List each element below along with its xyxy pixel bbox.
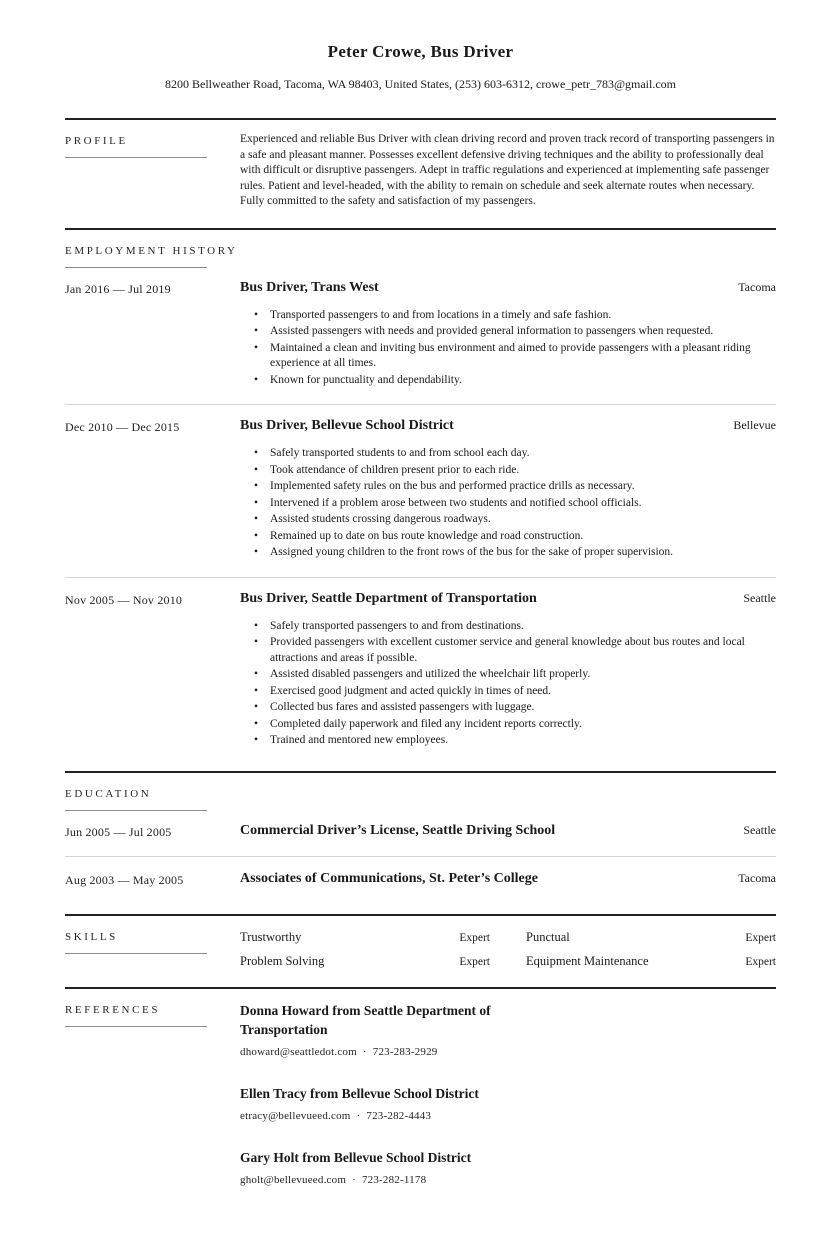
reference-contact xyxy=(240,1174,776,1186)
skill-name: Punctual xyxy=(526,929,570,944)
skill-level: Expert xyxy=(745,931,776,944)
entry-head xyxy=(240,280,776,296)
bullet-item: • Safely transported passengers to and from destinations. xyxy=(240,619,776,635)
profile-label: PROFILE xyxy=(65,135,128,147)
skill-level: Expert xyxy=(459,931,490,944)
bullet-item: • Intervened if a problem arose between two students and notified school officials. xyxy=(240,496,776,512)
employment-label: EMPLOYMENT HISTORY xyxy=(65,244,238,257)
entry-head xyxy=(240,871,776,887)
reference-phone: 723-282-1178 xyxy=(361,1173,427,1186)
bullet-item: • Exercised good judgment and acted quickly in times of need. xyxy=(240,684,776,700)
entry-title: Bus Driver, Bellevue School District xyxy=(240,418,454,433)
skills-grid xyxy=(240,928,776,969)
reference-contact xyxy=(240,1046,776,1058)
entry-head xyxy=(240,591,776,607)
section-skills xyxy=(65,914,776,987)
section-education xyxy=(65,771,776,914)
entry-dates: Jun 2005 — Jul 2005 xyxy=(65,824,172,839)
entry-location: Seattle xyxy=(743,822,776,837)
skill-name: Problem Solving xyxy=(240,953,325,968)
skill-name: Equipment Maintenance xyxy=(526,953,649,968)
skill-item xyxy=(240,930,490,945)
bullet-item: • Implemented safety rules on the bus and performed practice drills as necessary. xyxy=(240,479,776,495)
bullet-item: • Collected bus fares and assisted passengers with luggage. xyxy=(240,700,776,716)
reference-entry xyxy=(240,1001,776,1058)
reference-name: Gary Holt from Bellevue School District xyxy=(240,1149,472,1165)
entry-dates: Nov 2005 — Nov 2010 xyxy=(65,592,183,607)
bullet-item: • Assisted passengers with needs and provided general information to passengers when requested. xyxy=(240,324,776,340)
skills-gutter xyxy=(65,928,240,954)
skill-name: Trustworthy xyxy=(240,929,302,944)
bullet-list xyxy=(240,446,776,561)
bullet-item: • Assisted disabled passengers and utilized the wheelchair lift properly. xyxy=(240,667,776,683)
entry-location: Tacoma xyxy=(738,870,776,885)
skill-level: Expert xyxy=(745,955,776,968)
references-label: REFERENCES xyxy=(65,1003,161,1016)
skill-level: Expert xyxy=(459,955,490,968)
education-label-block xyxy=(65,785,776,811)
bullet-item: • Transported passengers to and from locations in a timely and safe fashion. xyxy=(240,308,776,324)
bullet-item: • Provided passengers with excellent customer service and general knowledge about bus routes and local attractions and areas if possible. xyxy=(240,635,776,666)
section-references xyxy=(65,987,776,1190)
reference-entry xyxy=(240,1148,776,1186)
reference-email: gholt@bellevueed.com xyxy=(240,1173,347,1186)
bullet-list xyxy=(240,308,776,389)
profile-gutter xyxy=(65,132,240,158)
bullet-item: • Trained and mentored new employees. xyxy=(240,733,776,749)
dot-separator: · xyxy=(362,1045,367,1058)
reference-contact xyxy=(240,1110,776,1122)
employment-entry xyxy=(65,280,776,405)
dot-separator: · xyxy=(352,1173,356,1186)
entry-location: Seattle xyxy=(743,590,776,605)
section-employment-history xyxy=(65,228,776,771)
profile-text: Experienced and reliable Bus Driver with clean driving record and proven track record of transporting passengers in a safe and pleasant manner. Possesses excellent defensive driving techniques and the ability to professionally deal with difficult or disruptive passengers. Adept in traffic regulations and experienced at implementing safe passenger rules. Patient and level-headed, with the ability to remain on schedule and seek alternate routes when necessary. Fully committed to the safety and satisfaction of my passengers. xyxy=(240,133,775,207)
education-entry xyxy=(65,823,776,856)
references-gutter xyxy=(65,1001,240,1027)
entry-dates: Dec 2010 — Dec 2015 xyxy=(65,420,180,434)
bullet-item: • Took attendance of children present prior to each ride. xyxy=(240,463,776,479)
reference-email: dhoward@seattledot.com xyxy=(240,1045,357,1058)
entry-dates: Aug 2003 — May 2005 xyxy=(65,872,184,887)
resume-name: Peter Crowe, Bus Driver xyxy=(327,42,514,61)
entry-location: Bellevue xyxy=(733,418,776,432)
entry-title: Commercial Driver’s License, Seattle Driving School xyxy=(240,822,556,838)
skill-item xyxy=(240,954,490,969)
bullet-list xyxy=(240,619,776,749)
bullet-item: • Assisted students crossing dangerous roadways. xyxy=(240,512,776,528)
skills-label: SKILLS xyxy=(65,930,118,943)
entry-dates: Jan 2016 — Jul 2019 xyxy=(65,281,171,296)
entry-head xyxy=(240,823,776,839)
dot-separator: · xyxy=(356,1109,361,1122)
section-label-rule xyxy=(65,810,207,811)
education-entry xyxy=(65,856,776,904)
reference-name: Ellen Tracy from Bellevue School District xyxy=(240,1085,479,1101)
reference-entry xyxy=(240,1084,776,1122)
bullet-item: • Remained up to date on bus route knowledge and road construction. xyxy=(240,529,776,545)
entry-title: Associates of Communications, St. Peter’s College xyxy=(240,870,538,886)
section-label-rule xyxy=(65,953,207,954)
bullet-item: • Safely transported students to and from school each day. xyxy=(240,446,776,462)
employment-entry xyxy=(65,404,776,577)
skill-item xyxy=(526,954,776,969)
entry-title: Bus Driver, Seattle Department of Transportation xyxy=(240,590,537,606)
resume-header xyxy=(65,42,776,92)
entry-title: Bus Driver, Trans West xyxy=(240,279,379,295)
reference-email: etracy@bellevueed.com xyxy=(240,1109,351,1122)
section-label-rule xyxy=(65,267,207,268)
entry-location: Tacoma xyxy=(738,279,776,294)
reference-phone: 723-283-2929 xyxy=(372,1045,438,1058)
employment-entry xyxy=(65,577,776,765)
reference-name: Donna Howard from Seattle Department of Transportation xyxy=(240,1002,491,1037)
bullet-item: • Completed daily paperwork and filed any incident reports correctly. xyxy=(240,717,776,733)
employment-label-block xyxy=(65,242,776,268)
bullet-item: • Known for punctuality and dependability. xyxy=(240,373,776,389)
section-profile xyxy=(65,118,776,228)
entry-head xyxy=(240,418,776,434)
skill-item xyxy=(526,930,776,945)
section-label-rule xyxy=(65,157,207,158)
bullet-item: • Assigned young children to the front rows of the bus for the sake of proper supervision. xyxy=(240,545,776,561)
section-label-rule xyxy=(65,1026,207,1027)
contact-line: 8200 Bellweather Road, Tacoma, WA 98403, United States, (253) 603-6312, crowe_petr_783@gmail.com xyxy=(165,77,676,91)
reference-phone: 723-282-4443 xyxy=(366,1109,432,1122)
bullet-item: • Maintained a clean and inviting bus environment and aimed to provide passengers with a pleasant riding experience at all times. xyxy=(240,341,776,372)
education-label: EDUCATION xyxy=(65,787,152,800)
